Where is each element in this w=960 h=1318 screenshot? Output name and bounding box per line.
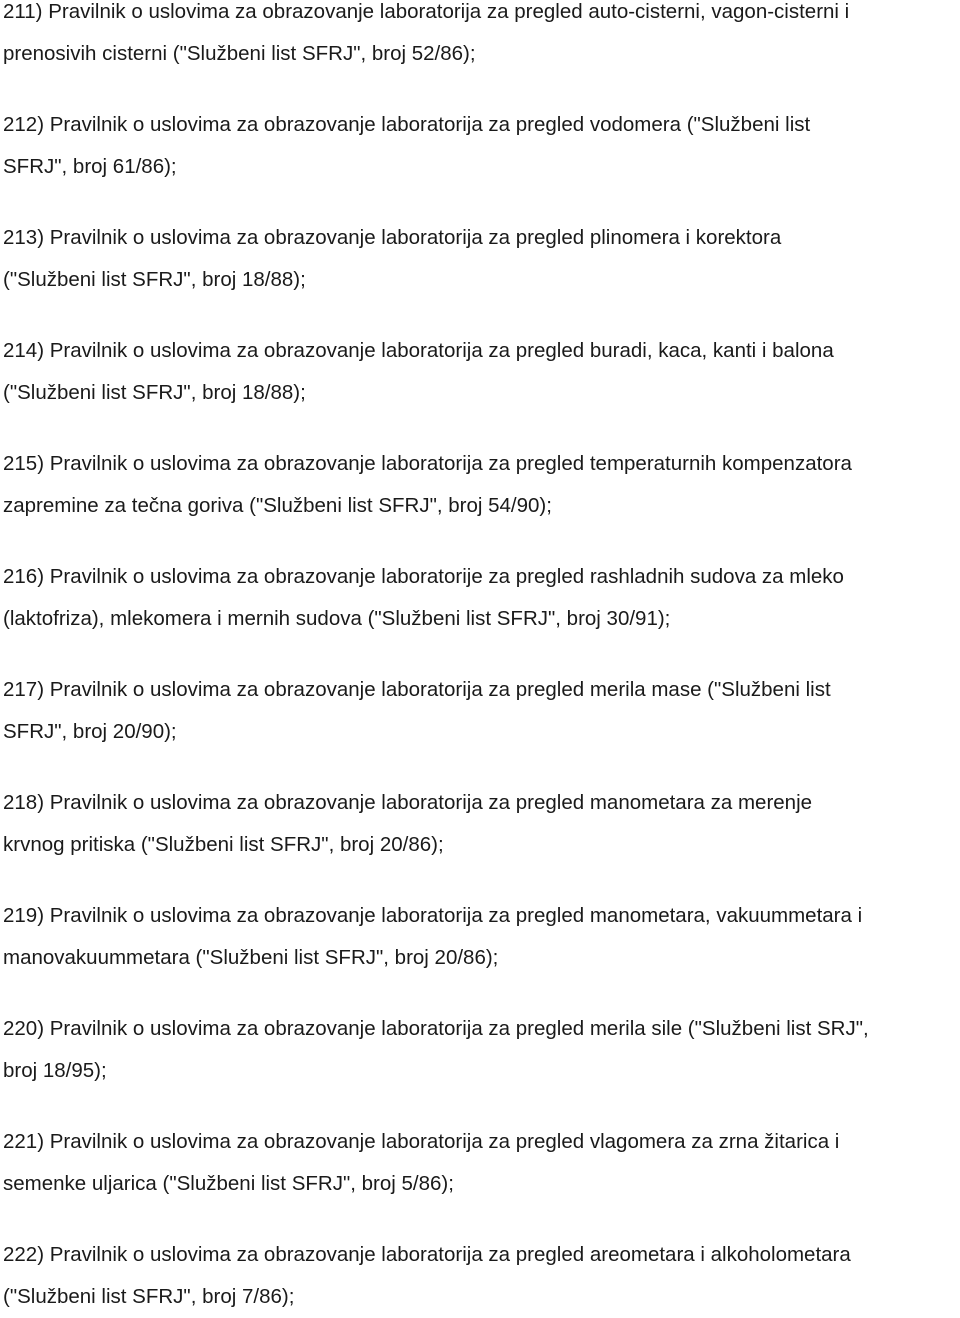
entry-line: prenosivih cisterni ("Službeni list SFRJ", broj 52/86); [3,42,476,65]
regulation-entry-213 [3,217,781,301]
entry-line: 222) Pravilnik o uslovima za obrazovanje laboratorija za pregled areometara i alkoholometara [3,1243,851,1266]
entry-line: 214) Pravilnik o uslovima za obrazovanje laboratorija za pregled buradi, kaca, kanti i balona [3,339,834,362]
regulation-entry-219 [3,895,862,979]
entry-line: SFRJ", broj 61/86); [3,155,177,178]
regulation-entry-215 [3,443,852,527]
regulation-entry-212 [3,104,810,188]
entry-line: ("Službeni list SFRJ", broj 18/88); [3,381,306,404]
entry-line: SFRJ", broj 20/90); [3,720,177,743]
regulation-entry-220 [3,1008,869,1092]
regulation-entry-221 [3,1121,839,1205]
entry-line: 219) Pravilnik o uslovima za obrazovanje laboratorija za pregled manometara, vakuummetara i [3,904,863,927]
entry-line: krvnog pritiska ("Službeni list SFRJ", broj 20/86); [3,833,444,856]
entry-line: ("Službeni list SFRJ", broj 7/86); [3,1285,295,1308]
entry-line: 216) Pravilnik o uslovima za obrazovanje laboratorije za pregled rashladnih sudova za mleko [3,565,844,588]
entry-line: 211) Pravilnik o uslovima za obrazovanje laboratorija za pregled auto-cisterni, vagon-cisterni i [3,0,850,23]
entry-line: 220) Pravilnik o uslovima za obrazovanje laboratorija za pregled merila sile ("Službeni list SRJ", [3,1017,869,1040]
entry-line: manovakuummetara ("Službeni list SFRJ", broj 20/86); [3,946,499,969]
entry-line: (laktofriza), mlekomera i mernih sudova ("Službeni list SFRJ", broj 30/91); [3,607,671,630]
regulation-entry-216 [3,556,844,640]
regulation-entry-211 [3,0,849,75]
entry-line: broj 18/95); [3,1059,107,1082]
regulation-entry-214 [3,330,834,414]
regulation-entry-217 [3,669,831,753]
entry-line: ("Službeni list SFRJ", broj 18/88); [3,268,306,291]
entry-line: 218) Pravilnik o uslovima za obrazovanje laboratorija za pregled manometara za merenje [3,791,813,814]
regulation-entry-222 [3,1234,851,1318]
entry-line: semenke uljarica ("Službeni list SFRJ", broj 5/86); [3,1172,454,1195]
entry-line: 212) Pravilnik o uslovima za obrazovanje laboratorija za pregled vodomera ("Službeni list [3,113,811,136]
entry-line: 221) Pravilnik o uslovima za obrazovanje laboratorija za pregled vlagomera za zrna žitarica i [3,1130,840,1153]
entry-line: 215) Pravilnik o uslovima za obrazovanje laboratorija za pregled temperaturnih kompenzatora [3,452,852,475]
entry-line: 217) Pravilnik o uslovima za obrazovanje laboratorija za pregled merila mase ("Službeni list [3,678,831,701]
entry-line: zapremine za tečna goriva ("Službeni list SFRJ", broj 54/90); [3,494,552,517]
regulation-entry-218 [3,782,812,866]
entry-line: 213) Pravilnik o uslovima za obrazovanje laboratorija za pregled plinomera i korektora [3,226,782,249]
